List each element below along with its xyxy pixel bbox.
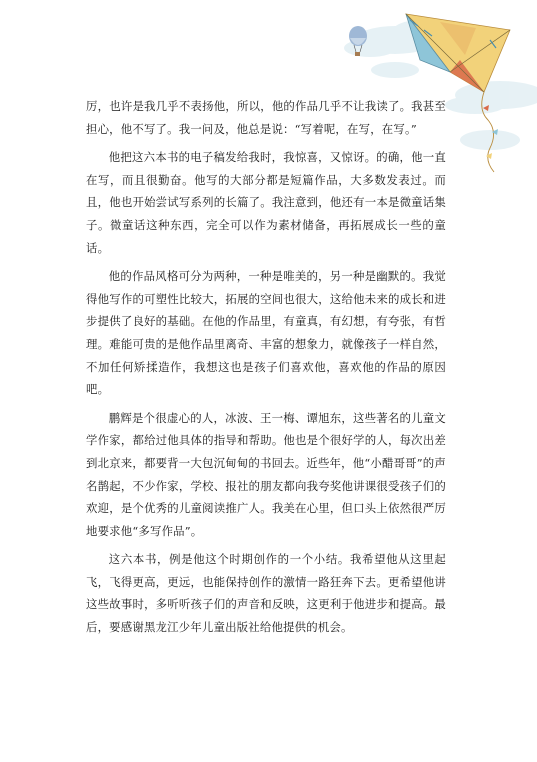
paragraph: 他把这六本书的电子稿发给我时，我惊喜，又惊讶。的确，他一直在写，而且很勤奋。他写的大部分都是短篇作品，大多数发表过。而且，他也开始尝试写系列的长篇了。我注意到，他还有一本是微童话集子。微童话这种东西，完全可以作为素材储备，再拓展成长一些的童话。 — [86, 150, 446, 255]
paragraph: 鹏辉是个很虚心的人，冰波、王一梅、谭旭东，这些著名的儿童文学作家，都给过他具体的指导和帮助。他也是个很好学的人，每次出差到北京来，都要背一大包沉甸甸的书回去。近些年，他“小醋哥哥”的声名鹊起，不少作家，学校、报社的朋友都向我夸奖他讲课很受孩子们的欢迎，是个优秀的儿童阅读推广人。我美在心里，但口头上依然很严厉地要求他“多写作品”。 — [86, 410, 446, 538]
paragraph: 他的作品风格可分为两种，一种是唯美的，另一种是幽默的。我觉得他写作的可塑性比较大，拓展的空间也很大，这给他未来的成长和进步提供了良好的基础。在他的作品里，有童真，有幻想，有夸张，有哲理。难能可贵的是他作品里离奇、丰富的想象力，就像孩子一样自然，不加任何矫揉造作，我想这也是孩子们喜欢他，喜欢他的作品的原因吧。 — [86, 269, 446, 397]
kite-body — [406, 14, 510, 92]
body-text — [86, 95, 446, 639]
paragraph: 这六本书，例是他这个时期创作的一个小结。我希望他从这里起飞，飞得更高，更远，也能保持创作的激情一路狂奔下去。更希望他讲这些故事时，多听听孩子们的声音和反映，这更利于他进步和提高。最后，要感谢黑龙江少年儿童出版社给他提供的机会。 — [86, 552, 446, 635]
paragraph: 厉，也许是我几乎不表扬他，所以，他的作品几乎不让我读了。我甚至担心，他不写了。我一问及，他总是说：“写着呢，在写，在写。” — [86, 99, 446, 136]
